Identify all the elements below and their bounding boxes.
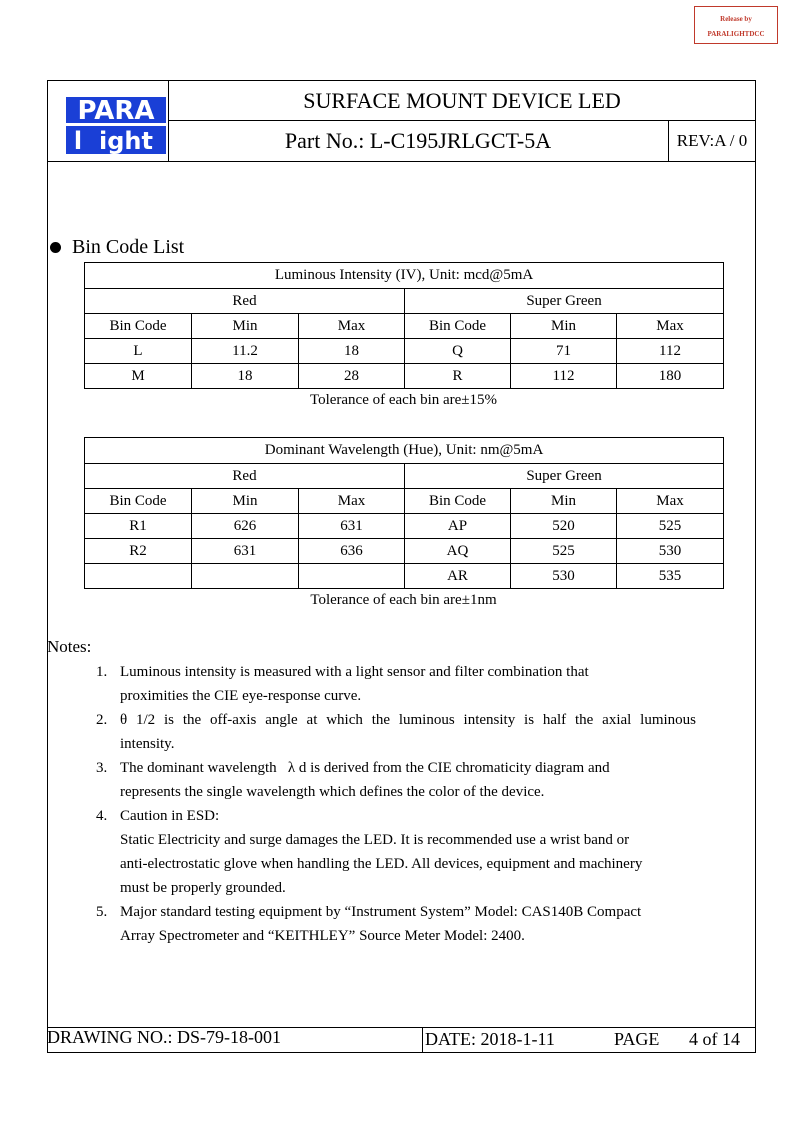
note-line: must be properly grounded. bbox=[120, 880, 286, 896]
revision: REV:A / 0 bbox=[676, 131, 748, 150]
table-cell: 180 bbox=[617, 364, 724, 389]
note-item bbox=[96, 804, 696, 900]
column-header: Max bbox=[299, 314, 405, 339]
table-cell bbox=[192, 564, 299, 589]
group-header: Super Green bbox=[405, 464, 724, 489]
table-cell: R bbox=[405, 364, 511, 389]
bullet-icon bbox=[50, 242, 61, 253]
footer-bottom-line bbox=[47, 1052, 756, 1053]
stamp-line-2: PARALIGHTDCC bbox=[707, 30, 765, 38]
note-line: θ 1/2 is the off-axis angle at which the luminous intensity is half the axial luminous bbox=[120, 712, 696, 728]
table-cell: 11.2 bbox=[192, 339, 299, 364]
table-caption: Dominant Wavelength (Hue), Unit: nm@5mA bbox=[85, 438, 724, 464]
note-number: 1. bbox=[96, 664, 108, 680]
stamp-line-1: Release by bbox=[720, 15, 752, 23]
table-cell bbox=[299, 564, 405, 589]
table-row bbox=[85, 364, 724, 389]
header-bottom-line bbox=[47, 161, 756, 162]
table-cell: 525 bbox=[511, 539, 617, 564]
note-item bbox=[96, 756, 696, 804]
column-header: Min bbox=[192, 314, 299, 339]
logo-text-top: PARA bbox=[77, 96, 155, 126]
column-header: Min bbox=[511, 489, 617, 514]
column-header: Bin Code bbox=[85, 314, 192, 339]
group-header: Super Green bbox=[405, 289, 724, 314]
column-header: Bin Code bbox=[85, 489, 192, 514]
column-header: Bin Code bbox=[405, 489, 511, 514]
table-cell: 112 bbox=[511, 364, 617, 389]
dominant-wavelength-table bbox=[84, 437, 724, 589]
group-header: Red bbox=[85, 289, 405, 314]
note-line: anti-electrostatic glove when handling the LED. All devices, equipment and machinery bbox=[120, 856, 643, 872]
table-row bbox=[85, 339, 724, 364]
note-item bbox=[96, 708, 696, 756]
logo-text-bottom: ight bbox=[99, 127, 153, 155]
table-cell: 520 bbox=[511, 514, 617, 539]
note-number: 3. bbox=[96, 760, 108, 776]
table-cell: 631 bbox=[299, 514, 405, 539]
note-line: The dominant wavelength λ d is derived from the CIE chromaticity diagram and bbox=[120, 760, 610, 776]
note-line: proximities the CIE eye-response curve. bbox=[120, 688, 362, 704]
note-number: 4. bbox=[96, 808, 108, 824]
table-cell: R1 bbox=[85, 514, 192, 539]
note-number: 5. bbox=[96, 904, 108, 920]
logo-text-l: l bbox=[73, 127, 83, 155]
table-cell: 112 bbox=[617, 339, 724, 364]
footer-divider bbox=[422, 1027, 423, 1052]
column-header: Max bbox=[617, 489, 724, 514]
luminous-intensity-table bbox=[84, 262, 724, 389]
table-cell: 525 bbox=[617, 514, 724, 539]
column-header: Min bbox=[511, 314, 617, 339]
table-cell: 18 bbox=[192, 364, 299, 389]
page-label: PAGE bbox=[614, 1029, 660, 1049]
table-cell: 626 bbox=[192, 514, 299, 539]
section-title: Bin Code List bbox=[72, 236, 185, 258]
note-line: represents the single wavelength which defines the color of the device. bbox=[120, 784, 545, 800]
column-header: Max bbox=[299, 489, 405, 514]
note-line: Caution in ESD: bbox=[120, 808, 220, 824]
column-header: Bin Code bbox=[405, 314, 511, 339]
table-cell: AP bbox=[405, 514, 511, 539]
note-number: 2. bbox=[96, 712, 108, 728]
column-header: Min bbox=[192, 489, 299, 514]
table-cell: 71 bbox=[511, 339, 617, 364]
note-line: Major standard testing equipment by “Instrument System” Model: CAS140B Compact bbox=[120, 904, 642, 920]
table-row bbox=[85, 514, 724, 539]
note-line: Array Spectrometer and “KEITHLEY” Source Meter Model: 2400. bbox=[120, 928, 525, 944]
document-date: DATE: 2018-1-11 bbox=[425, 1029, 555, 1049]
table-row bbox=[85, 564, 724, 589]
luminous-tolerance: Tolerance of each bin are±15% bbox=[309, 392, 498, 408]
table-cell bbox=[85, 564, 192, 589]
note-line: Static Electricity and surge damages the LED. It is recommended use a wrist band or bbox=[120, 832, 630, 848]
table-cell: 535 bbox=[617, 564, 724, 589]
table-cell: AQ bbox=[405, 539, 511, 564]
table-cell: L bbox=[85, 339, 192, 364]
wavelength-tolerance: Tolerance of each bin are±1nm bbox=[310, 592, 497, 608]
note-line: Luminous intensity is measured with a light sensor and filter combination that bbox=[120, 664, 589, 680]
drawing-number: DRAWING NO.: DS-79-18-001 bbox=[47, 1027, 282, 1047]
table-cell: 636 bbox=[299, 539, 405, 564]
note-item bbox=[96, 660, 696, 708]
frame-top-line bbox=[47, 80, 756, 81]
table-cell: 530 bbox=[617, 539, 724, 564]
notes-list bbox=[96, 660, 696, 948]
table-cell: 530 bbox=[511, 564, 617, 589]
table-cell: M bbox=[85, 364, 192, 389]
release-stamp bbox=[694, 6, 778, 44]
table-cell: 18 bbox=[299, 339, 405, 364]
table-cell: Q bbox=[405, 339, 511, 364]
part-number: Part No.: L-C195JRLGCT-5A bbox=[284, 128, 552, 153]
table-cell: R2 bbox=[85, 539, 192, 564]
table-cell: 28 bbox=[299, 364, 405, 389]
table-caption: Luminous Intensity (IV), Unit: mcd@5mA bbox=[85, 263, 724, 289]
paralight-logo bbox=[64, 95, 168, 155]
table-cell: 631 bbox=[192, 539, 299, 564]
document-title: SURFACE MOUNT DEVICE LED bbox=[303, 88, 621, 113]
notes-title: Notes: bbox=[47, 637, 92, 656]
table-cell: AR bbox=[405, 564, 511, 589]
table-row bbox=[85, 539, 724, 564]
column-header: Max bbox=[617, 314, 724, 339]
group-header: Red bbox=[85, 464, 405, 489]
page-number: 4 of 14 bbox=[689, 1029, 740, 1049]
note-item bbox=[96, 900, 696, 948]
note-line: intensity. bbox=[120, 736, 175, 752]
